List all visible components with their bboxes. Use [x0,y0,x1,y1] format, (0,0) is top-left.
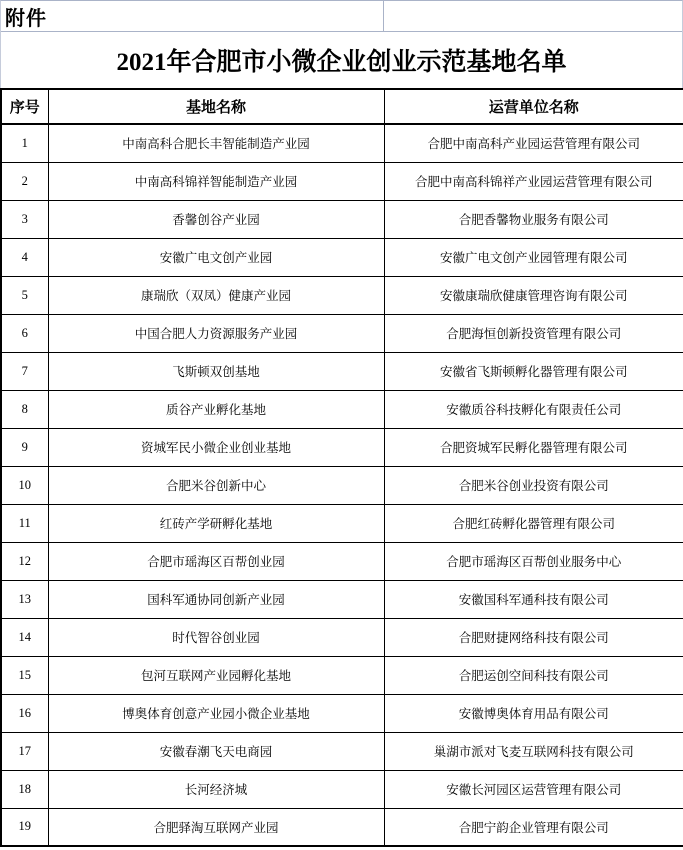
base-list-table [0,88,683,847]
table-header [1,89,683,124]
serial-number-cell: 12 [1,542,48,580]
base-name-cell: 时代智谷创业园 [48,618,384,656]
operator-name-cell: 安徽博奥体育用品有限公司 [384,694,683,732]
serial-number-cell: 5 [1,276,48,314]
table-row [1,542,683,580]
serial-number-cell: 15 [1,656,48,694]
base-name-cell: 质谷产业孵化基地 [48,390,384,428]
operator-name-cell: 安徽质谷科技孵化有限责任公司 [384,390,683,428]
base-name-cell: 包河互联网产业园孵化基地 [48,656,384,694]
serial-number-cell: 6 [1,314,48,352]
serial-number-cell: 13 [1,580,48,618]
table-row [1,770,683,808]
operator-name-cell: 合肥资城军民孵化器管理有限公司 [384,428,683,466]
serial-number-cell: 17 [1,732,48,770]
attachment-empty-cell [384,1,682,31]
table-row [1,124,683,162]
operator-name-cell: 合肥米谷创业投资有限公司 [384,466,683,504]
operator-name-cell: 合肥运创空间科技有限公司 [384,656,683,694]
operator-name-cell: 安徽国科军通科技有限公司 [384,580,683,618]
serial-number-cell: 19 [1,808,48,846]
base-name-cell: 合肥市瑶海区百帮创业园 [48,542,384,580]
table-body [1,124,683,846]
serial-number-cell: 7 [1,352,48,390]
table-row [1,694,683,732]
serial-number-cell: 2 [1,162,48,200]
base-name-cell: 中国合肥人力资源服务产业园 [48,314,384,352]
operator-name-cell: 安徽长河园区运营管理有限公司 [384,770,683,808]
base-name-cell: 安徽广电文创产业园 [48,238,384,276]
operator-name-cell: 合肥中南高科锦祥产业园运营管理有限公司 [384,162,683,200]
table-row [1,428,683,466]
table-row [1,352,683,390]
base-name-cell: 国科军通协同创新产业园 [48,580,384,618]
attachment-band [0,0,683,88]
table-row [1,656,683,694]
table-row [1,618,683,656]
serial-number-cell: 16 [1,694,48,732]
table-row [1,808,683,846]
serial-number-cell: 4 [1,238,48,276]
serial-number-cell: 10 [1,466,48,504]
serial-number-cell: 3 [1,200,48,238]
base-name-cell: 香馨创谷产业园 [48,200,384,238]
base-name-cell: 长河经济城 [48,770,384,808]
operator-name-cell: 安徽省飞斯顿孵化器管理有限公司 [384,352,683,390]
serial-number-cell: 8 [1,390,48,428]
serial-number-cell: 14 [1,618,48,656]
table-row [1,732,683,770]
base-name-cell: 中南高科合肥长丰智能制造产业园 [48,124,384,162]
serial-number-cell: 9 [1,428,48,466]
serial-number-cell: 1 [1,124,48,162]
operator-name-cell: 合肥宁韵企业管理有限公司 [384,808,683,846]
serial-number-cell: 11 [1,504,48,542]
table-row [1,466,683,504]
operator-name-cell: 合肥市瑶海区百帮创业服务中心 [384,542,683,580]
page-title: 2021年合肥市小微企业创业示范基地名单 [116,49,567,76]
operator-name-cell: 安徽康瑞欣健康管理咨询有限公司 [384,276,683,314]
table-row [1,314,683,352]
base-name-cell: 康瑞欣（双凤）健康产业园 [48,276,384,314]
operator-name-cell: 合肥红砖孵化器管理有限公司 [384,504,683,542]
operator-name-cell: 合肥海恒创新投资管理有限公司 [384,314,683,352]
header-serial-number: 序号 [1,89,48,124]
table-row [1,276,683,314]
attachment-row [1,1,682,32]
base-name-cell: 中南高科锦祥智能制造产业园 [48,162,384,200]
operator-name-cell: 合肥中南高科产业园运营管理有限公司 [384,124,683,162]
title-row [1,32,682,88]
base-name-cell: 红砖产学研孵化基地 [48,504,384,542]
table-row [1,580,683,618]
table-row [1,390,683,428]
base-name-cell: 安徽春潮飞天电商园 [48,732,384,770]
base-name-cell: 合肥驿淘互联网产业园 [48,808,384,846]
base-name-cell: 博奥体育创意产业园小微企业基地 [48,694,384,732]
operator-name-cell: 巢湖市派对飞麦互联网科技有限公司 [384,732,683,770]
header-operator-name: 运营单位名称 [384,89,683,124]
table-row [1,238,683,276]
base-name-cell: 资城军民小微企业创业基地 [48,428,384,466]
header-row [1,89,683,124]
base-name-cell: 合肥米谷创新中心 [48,466,384,504]
operator-name-cell: 合肥财捷网络科技有限公司 [384,618,683,656]
serial-number-cell: 18 [1,770,48,808]
header-base-name: 基地名称 [48,89,384,124]
table-row [1,162,683,200]
attachment-label: 附件 [1,1,384,31]
operator-name-cell: 合肥香馨物业服务有限公司 [384,200,683,238]
operator-name-cell: 安徽广电文创产业园管理有限公司 [384,238,683,276]
table-row [1,200,683,238]
base-name-cell: 飞斯顿双创基地 [48,352,384,390]
table-row [1,504,683,542]
